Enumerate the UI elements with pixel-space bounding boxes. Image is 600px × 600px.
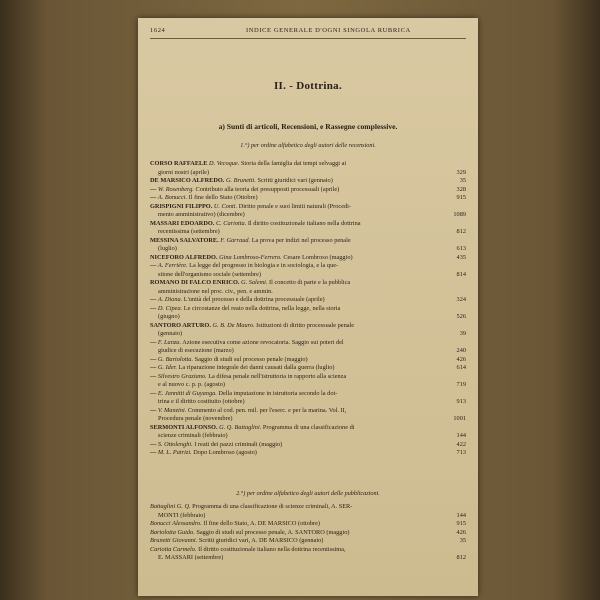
entry-line	[150, 512, 440, 521]
entry-text: scienze criminali (febbraio)	[158, 432, 228, 439]
entry-reviewer: —	[150, 364, 157, 371]
entry-line	[150, 398, 440, 407]
entry-reviewer: MESSINA SALVATORE.	[150, 236, 219, 244]
entry-text: Dopo Lombroso (agosto)	[193, 449, 257, 456]
section-title: II. - Dottrina.	[273, 80, 343, 92]
entry-text: mento amministrativo) (dicembre)	[158, 211, 245, 218]
entry-line	[150, 305, 440, 314]
entry-text: Scritti giuridici vari, A. DE MARSICO (gennaio)	[198, 537, 324, 544]
index-entry	[150, 339, 466, 356]
index-entry	[150, 449, 466, 458]
index-entry	[150, 186, 466, 195]
index-entry	[150, 296, 466, 305]
entry-author: F. Lanza.	[157, 338, 182, 346]
entry-author: D. Cipea.	[157, 304, 183, 312]
entry-reviewer: —	[150, 440, 157, 448]
index-entry	[150, 194, 466, 203]
entry-page-number: 812	[456, 554, 466, 561]
entry-author: U. Conti.	[213, 202, 238, 210]
entry-page-number: 426	[456, 528, 466, 536]
entry-page-number	[442, 288, 466, 297]
entry-line	[150, 415, 440, 424]
entry-author: Cariotta Carmelo.	[150, 545, 197, 553]
index-entry	[150, 424, 466, 441]
entry-reviewer: MASSARI EDOARDO.	[150, 219, 215, 227]
entry-line	[150, 271, 440, 280]
entry-line	[150, 288, 440, 297]
entry-text: Azione esecutiva come azione revocatoria. Saggio sui poteri del	[182, 338, 344, 346]
entry-page-number: 35	[459, 537, 466, 544]
entry-page-number: 144	[456, 432, 466, 439]
entry-line	[150, 373, 440, 382]
index-entry	[150, 279, 466, 296]
entry-author: W. Rosenberg.	[157, 185, 194, 193]
index-entry	[150, 356, 466, 365]
entry-line	[150, 211, 440, 220]
entry-line	[150, 520, 440, 529]
index-entry	[150, 322, 466, 339]
entry-line	[150, 237, 440, 246]
entry-text: Cesare Lombroso (maggio)	[283, 253, 353, 261]
entry-line	[150, 554, 440, 563]
entry-page-number: 913	[456, 398, 466, 405]
entry-text: (gennaio)	[158, 330, 183, 337]
entry-line	[150, 220, 440, 229]
entry-page-number: 614	[456, 364, 466, 371]
entry-author: Brunetti Giovanni.	[150, 537, 198, 544]
entry-line	[150, 529, 440, 538]
entry-page-number: 329	[456, 168, 466, 176]
index-entry	[150, 177, 466, 186]
entry-text: I reati dei pazzi criminali (maggio)	[194, 440, 283, 448]
entry-reviewer: —	[150, 389, 157, 397]
index-entry	[150, 520, 466, 529]
entry-text: Contributo alla teoria dei presupposti processuali (aprile)	[195, 185, 340, 193]
entry-page-number: 814	[456, 270, 466, 278]
entry-author: C. Cariotta.	[215, 219, 247, 227]
entry-author: G. Ider.	[157, 364, 177, 371]
entry-author: Battaglini G. Q.	[150, 503, 191, 510]
entry-line	[150, 449, 440, 458]
entry-text: recentissima (settembre)	[158, 228, 220, 235]
entry-text: Il fine dello Stato (Ottobre)	[188, 194, 258, 201]
entry-author: V. Manzini.	[157, 406, 187, 414]
entry-reviewer: —	[150, 406, 157, 414]
running-header	[150, 26, 466, 39]
entry-list-authors	[150, 503, 466, 563]
entry-text: La legge del progresso in biologia e in sociologia, e la que-	[189, 262, 339, 269]
entry-text: L'unità del processo e della dottrina processuale (aprile)	[183, 296, 325, 303]
entry-text: Le circostanze del reato nella dottrina, nella legge, nella storia	[183, 304, 341, 312]
index-entry	[150, 160, 466, 177]
entry-author: G. Q. Battaglini.	[219, 423, 262, 431]
index-entry	[150, 503, 466, 520]
entry-reviewer: ROMANO DI FALCO ENRICO.	[150, 279, 240, 286]
entry-line	[150, 441, 440, 450]
index-entry	[150, 373, 466, 390]
entry-page-number: 426	[456, 355, 466, 363]
entry-text: Della imputazione in istruttoria secondo la dot-	[218, 389, 338, 397]
index-entry	[150, 546, 466, 563]
entry-page-number: 812	[456, 228, 466, 235]
entry-text: La prova per indizi nel processo penale	[251, 236, 351, 244]
entry-page-number: 915	[456, 520, 466, 527]
entry-line	[150, 407, 440, 416]
index-entry	[150, 537, 466, 546]
index-entry	[150, 262, 466, 279]
entry-text: giorni nostri (aprile)	[158, 168, 210, 176]
entry-reviewer: —	[150, 262, 157, 269]
entry-reviewer: SERMONTI ALFONSO.	[150, 423, 218, 431]
entry-author: G. B. De Mauro.	[212, 321, 255, 329]
order-note-reviews: 1.°) per ordine alfabetico degli autori delle recensioni.	[240, 142, 376, 149]
entry-page-number: 35	[459, 177, 466, 184]
index-entry	[150, 407, 466, 424]
order-note-authors: 2.°) per ordine alfabetico degli autori delle pubblicazioni.	[236, 490, 380, 497]
entry-author: Bartolotta Guido.	[150, 528, 195, 536]
entry-line	[150, 262, 440, 271]
entry-page-number: 324	[456, 296, 466, 303]
entry-line	[150, 364, 440, 373]
entry-author: G. Bartolotta.	[157, 355, 194, 363]
entry-author: A. Ferrière.	[157, 262, 188, 269]
entry-author: E. Jannitti di Guyanga.	[157, 389, 217, 397]
entry-line	[150, 356, 440, 365]
entry-reviewer: —	[150, 304, 157, 312]
entry-reviewer: —	[150, 449, 157, 456]
index-entry	[150, 441, 466, 450]
entry-line	[150, 254, 440, 263]
entry-text: (luglio)	[158, 245, 177, 252]
entry-text: giudice di esecuzione (marzo)	[158, 347, 234, 354]
entry-author: Gina Lombroso-Ferrero.	[219, 253, 282, 261]
entry-page-number: 39	[459, 330, 466, 337]
entry-text: Il diritto costituzionale italiano nella dottrina	[247, 219, 361, 227]
entry-line	[150, 390, 440, 399]
entry-line	[150, 313, 440, 322]
entry-text: stione dell'organismo sociale (settembre)	[158, 270, 261, 278]
entry-page-number: 613	[456, 245, 466, 252]
entry-text: Procedura penale (novembre)	[158, 415, 233, 422]
entry-text: Commento al cod. pen. mil. per l'eserc. e per la marina. Vol. II,	[187, 406, 347, 414]
entry-list-reviewers	[150, 160, 466, 458]
entry-reviewer: CORSO RAFFAELE	[150, 160, 208, 167]
entry-author: S. Ottolenghi.	[157, 440, 193, 448]
entry-page-number: 713	[456, 449, 466, 456]
entry-line	[150, 347, 440, 356]
subheading: a) Sunti di articoli, Recensioni, e Rassegne complessive.	[218, 122, 398, 131]
entry-page-number: 422	[456, 440, 466, 448]
entry-page-number: 1001	[453, 415, 466, 422]
entry-text: Programma di una classificazione di scienze criminali, A. SER-	[192, 503, 353, 510]
entry-page-number: 328	[456, 185, 466, 193]
entry-line	[150, 381, 440, 390]
index-entry	[150, 364, 466, 373]
entry-text: Programma di una classificazione di	[262, 423, 355, 431]
index-entry	[150, 220, 466, 237]
entry-reviewer: SANTORO ARTURO.	[150, 321, 211, 329]
entry-line	[150, 503, 440, 512]
entry-author: G. Brunetti.	[225, 177, 256, 184]
entry-text: Saggio di studi sul processo penale (maggio)	[194, 355, 308, 363]
entry-line	[150, 322, 440, 331]
entry-text: amministrazione nel proc. civ., pen. e ammin.	[158, 287, 273, 295]
entry-text: Saggio di studi sul processo penale, A. SANTORO (maggio)	[196, 528, 350, 536]
entry-text: Diritto penale e suoi limiti naturali (Procedi-	[238, 202, 351, 210]
entry-page-number: 719	[456, 381, 466, 388]
entry-line	[150, 203, 440, 212]
entry-text: e al nuovo c. p. p. (agosto)	[158, 381, 225, 388]
entry-text: Scritti giuridici vari (gennaio)	[257, 177, 333, 184]
entry-author: D. Vecoque.	[209, 160, 240, 167]
page-number: 1624	[150, 27, 166, 34]
entry-author: Silvestro Graziano.	[157, 372, 207, 380]
entry-text: La riparazione integrale dei danni causati dalla guerra (luglio)	[178, 364, 335, 371]
entry-line	[150, 194, 440, 203]
entry-reviewer: NICEFORO ALFREDO.	[150, 253, 218, 261]
entry-author: G. Salemi.	[241, 279, 268, 286]
entry-line	[150, 546, 440, 555]
entry-reviewer: DE MARSICO ALFREDO.	[150, 177, 225, 184]
entry-line	[150, 279, 440, 288]
entry-page-number: 144	[456, 511, 466, 519]
entry-reviewer: GRISPIGNI FILIPPO.	[150, 202, 213, 210]
entry-reviewer: —	[150, 194, 157, 201]
entry-reviewer: —	[150, 296, 157, 303]
entry-text: La difesa penale nell'istruttoria in rapporto alla scienza	[208, 372, 347, 380]
entry-line	[150, 228, 440, 237]
entry-text: E. MASSARI (settembre)	[158, 554, 224, 561]
entry-text: Il diritto costituzionale italiano nella dottrina recentissima,	[198, 545, 346, 553]
entry-page-number: 915	[456, 194, 466, 201]
entry-text: Storia della famiglia dai tempi selvaggi ai	[240, 160, 347, 167]
entry-text: Il concetto di parte e la pubblica	[269, 279, 351, 286]
entry-text: Istituzioni di diritto processuale penale	[256, 321, 355, 329]
entry-author: F. Garraud.	[220, 236, 251, 244]
entry-line	[150, 169, 440, 178]
entry-page-number: 240	[456, 347, 466, 354]
entry-line	[150, 432, 440, 441]
index-entry	[150, 254, 466, 263]
index-entry	[150, 390, 466, 407]
entry-line	[150, 186, 440, 195]
entry-author: A. Diana.	[157, 296, 183, 303]
entry-reviewer: —	[150, 355, 157, 363]
entry-line	[150, 160, 440, 169]
entry-text: trina e il diritto costituito (ottobre)	[158, 398, 245, 405]
index-entry	[150, 305, 466, 322]
index-entry	[150, 237, 466, 254]
entry-reviewer: —	[150, 185, 157, 193]
entry-line	[150, 296, 440, 305]
entry-reviewer: —	[150, 372, 157, 380]
entry-text: Il fine dello Stato, A. DE MARSICO (ottobre)	[203, 520, 321, 527]
entry-author: A. Bonucci.	[157, 194, 188, 201]
index-entry	[150, 529, 466, 538]
index-entry	[150, 203, 466, 220]
entry-text: MONTI (febbraio)	[158, 511, 206, 519]
entry-reviewer: —	[150, 338, 157, 346]
entry-page-number: 526	[456, 313, 466, 320]
entry-line	[150, 330, 440, 339]
document-page	[138, 18, 478, 596]
entry-page-number: 1089	[453, 211, 466, 218]
entry-line	[150, 537, 440, 546]
entry-line	[150, 245, 440, 254]
entry-text: (giugno)	[158, 313, 180, 320]
entry-author: Bonucci Alessandro.	[150, 520, 202, 527]
entry-line	[150, 424, 440, 433]
entry-line	[150, 339, 440, 348]
running-title: INDICE GENERALE D'OGNI SINGOLA RUBRICA	[246, 27, 411, 34]
entry-author: M. L. Patrizi.	[157, 449, 192, 456]
entry-line	[150, 177, 440, 186]
entry-page-number: 435	[456, 253, 466, 261]
